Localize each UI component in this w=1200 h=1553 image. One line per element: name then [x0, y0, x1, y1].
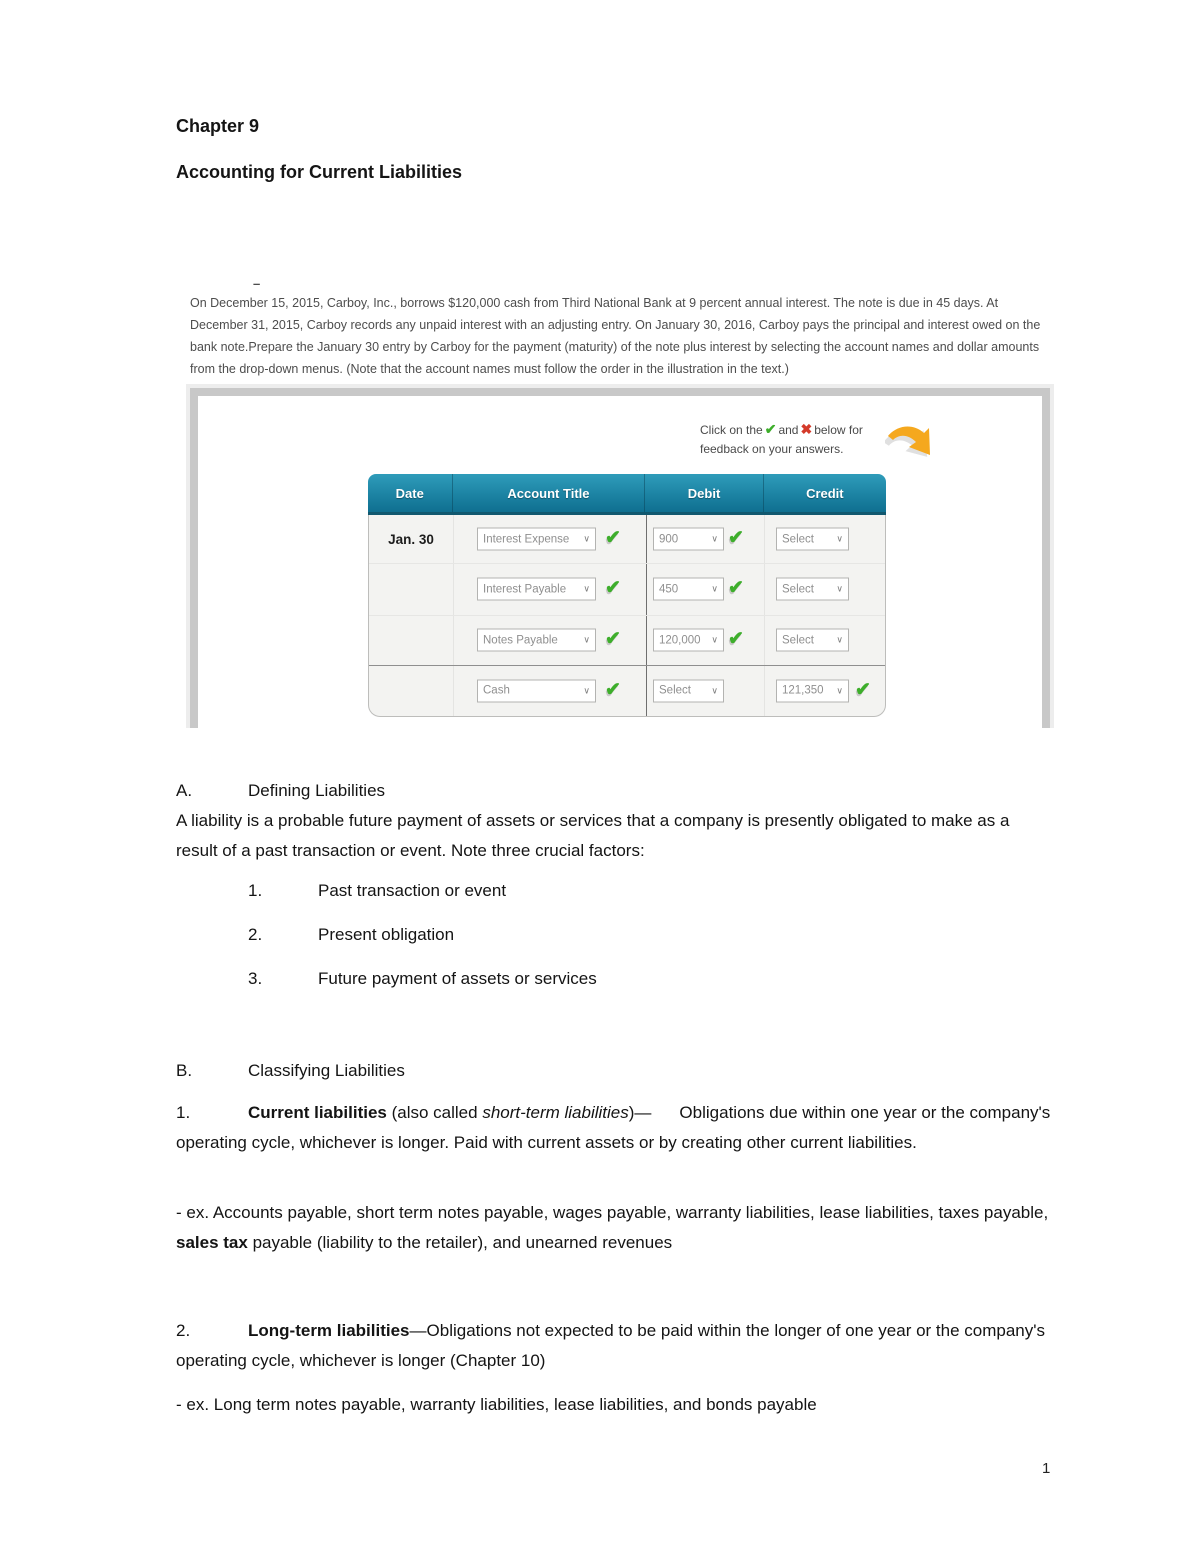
check-icon[interactable]: ✔: [605, 679, 621, 701]
table-body: [368, 515, 886, 717]
date-cell: [369, 665, 453, 716]
term-current-liabilities: Current liabilities: [248, 1103, 387, 1122]
chevron-down-icon: ∨: [836, 685, 843, 695]
chevron-down-icon: ∨: [711, 634, 718, 645]
section-b-label: B.: [176, 1061, 193, 1080]
chapter-heading: Chapter 9: [176, 116, 260, 136]
list-item: [248, 920, 1008, 950]
debit-select[interactable]: [653, 679, 724, 702]
account-select[interactable]: [477, 679, 596, 702]
term-long-term-liabilities: Long-term liabilities: [248, 1321, 410, 1340]
date-cell: Jan. 30: [388, 531, 434, 547]
header-credit: Credit: [763, 474, 886, 512]
section-b-item-2: 2. Long-term liabilities—Obligations not expected to be paid within the longer of one year or the company's operating cycle, whichever is longer (Chapter 10): [176, 1316, 1054, 1376]
check-icon[interactable]: ✔: [728, 577, 744, 599]
cross-icon: ✖: [800, 421, 813, 437]
debit-select[interactable]: [653, 629, 724, 652]
feedback-note-text: and: [778, 423, 799, 437]
section-a-paragraph: A liability is a probable future payment of assets or services that a company is presently obligated to make as a result of a past transaction or event. Note three crucial factors:: [176, 811, 1010, 860]
credit-select[interactable]: [776, 629, 849, 652]
table-header: [368, 474, 886, 515]
chevron-down-icon: ∨: [711, 533, 718, 544]
list-item-text: Present obligation: [318, 925, 455, 944]
check-icon[interactable]: ✔: [605, 577, 621, 599]
debit-select-value: 900: [659, 533, 679, 545]
section-b-title: Classifying Liabilities: [248, 1061, 405, 1080]
chevron-down-icon: ∨: [583, 685, 590, 695]
credit-select-value: Select: [782, 533, 814, 545]
feedback-note-text: Click on the: [700, 423, 763, 437]
check-icon[interactable]: ✔: [728, 527, 744, 549]
list-item-number: 2.: [248, 925, 263, 944]
table-row: [369, 665, 885, 716]
dash-mark: –: [253, 276, 261, 291]
debit-select-value: 450: [659, 583, 679, 595]
page-title: Accounting for Current Liabilities: [176, 162, 463, 182]
table-row: [369, 615, 885, 665]
chevron-down-icon: ∨: [583, 634, 590, 645]
pointer-arrow-icon: [885, 422, 939, 470]
list-item-number: 1.: [248, 881, 263, 900]
check-icon[interactable]: ✔: [728, 628, 744, 650]
exercise-canvas: [190, 388, 1050, 728]
account-select[interactable]: [477, 528, 596, 551]
account-select-value: Cash: [483, 684, 510, 697]
check-icon[interactable]: ✔: [605, 527, 621, 549]
header-account-title: Account Title: [452, 474, 645, 512]
check-icon[interactable]: ✔: [855, 679, 871, 701]
account-select[interactable]: [477, 629, 596, 652]
credit-select-value: Select: [782, 634, 814, 646]
header-date: Date: [395, 485, 424, 501]
account-select-value: Notes Payable: [483, 634, 558, 646]
credit-select[interactable]: [776, 528, 849, 551]
debit-select-value: 120,000: [659, 634, 701, 646]
chevron-down-icon: ∨: [583, 533, 590, 544]
problem-statement: On December 15, 2015, Carboy, Inc., borrows $120,000 cash from Third National Bank at 9 percent annual interest. The note is due in 45 days. At December 31, 2015, Carboy records any unpaid interest with an adjusting entry. On January 30, 2016, Carboy pays the principal and interest owed on the bank note.Prepare the January 30 entry by Carboy for the payment (maturity) of the note plus interest by selecting the account names and dollar amounts from the drop-down menus. (Note that the account names must follow the order in the illustration in the text.): [190, 296, 1041, 376]
section-a-label: A.: [176, 781, 193, 800]
date-cell: [369, 563, 453, 615]
date-cell: [369, 615, 453, 665]
account-select[interactable]: [477, 578, 596, 601]
list-item-text: Past transaction or event: [318, 881, 507, 900]
chevron-down-icon: ∨: [836, 533, 843, 544]
chevron-down-icon: ∨: [711, 685, 718, 695]
section-b-item-1-example: - ex. Accounts payable, short term notes payable, wages payable, warranty liabilities, lease liabilities, taxes payable, sales tax payable (liability to the retailer), and unearned revenues: [176, 1203, 1049, 1252]
exercise-frame: [186, 384, 1054, 728]
feedback-note-text: below for: [814, 423, 863, 437]
chevron-down-icon: ∨: [836, 634, 843, 645]
section-a-title: Defining Liabilities: [248, 781, 386, 800]
list-item: [248, 876, 1008, 906]
feedback-note: [700, 420, 900, 459]
list-item-number: 1.: [176, 1103, 191, 1122]
journal-table: [368, 474, 886, 719]
chevron-down-icon: ∨: [711, 583, 718, 594]
list-item: [248, 964, 1008, 994]
credit-select[interactable]: [776, 679, 849, 702]
page-number: 1: [1042, 1460, 1051, 1477]
list-item-number: 3.: [248, 969, 263, 988]
table-row: [369, 515, 885, 563]
term-short-term-liabilities: short-term liabilities: [482, 1103, 629, 1122]
chevron-down-icon: ∨: [583, 583, 590, 594]
section-b-item-2-example: - ex. Long term notes payable, warranty liabilities, lease liabilities, and bonds payable: [176, 1395, 817, 1414]
credit-select[interactable]: [776, 578, 849, 601]
section-b-heading: [176, 1056, 1054, 1086]
credit-select-value: 121,350: [782, 684, 824, 697]
section-b-item-1: 1. Current liabilities (also called short-term liabilities)— Obligations due within one year or the company's operating cycle, whichever is longer. Paid with current assets or by creating other current liabilities.: [176, 1098, 1054, 1158]
debit-select[interactable]: [653, 528, 724, 551]
list-item-number: 2.: [176, 1321, 191, 1340]
credit-select-value: Select: [782, 583, 814, 595]
debit-select[interactable]: [653, 578, 724, 601]
feedback-note-text: feedback on your answers.: [700, 442, 844, 456]
list-item-text: Future payment of assets or services: [318, 969, 597, 988]
chevron-down-icon: ∨: [836, 583, 843, 594]
section-a-heading: [176, 776, 1054, 806]
account-select-value: Interest Payable: [483, 583, 567, 595]
check-icon[interactable]: ✔: [605, 628, 621, 650]
debit-select-value: Select: [659, 684, 691, 697]
header-debit: Debit: [644, 474, 762, 512]
check-icon: ✔: [764, 421, 777, 437]
account-select-value: Interest Expense: [483, 533, 570, 545]
table-row: [369, 563, 885, 615]
